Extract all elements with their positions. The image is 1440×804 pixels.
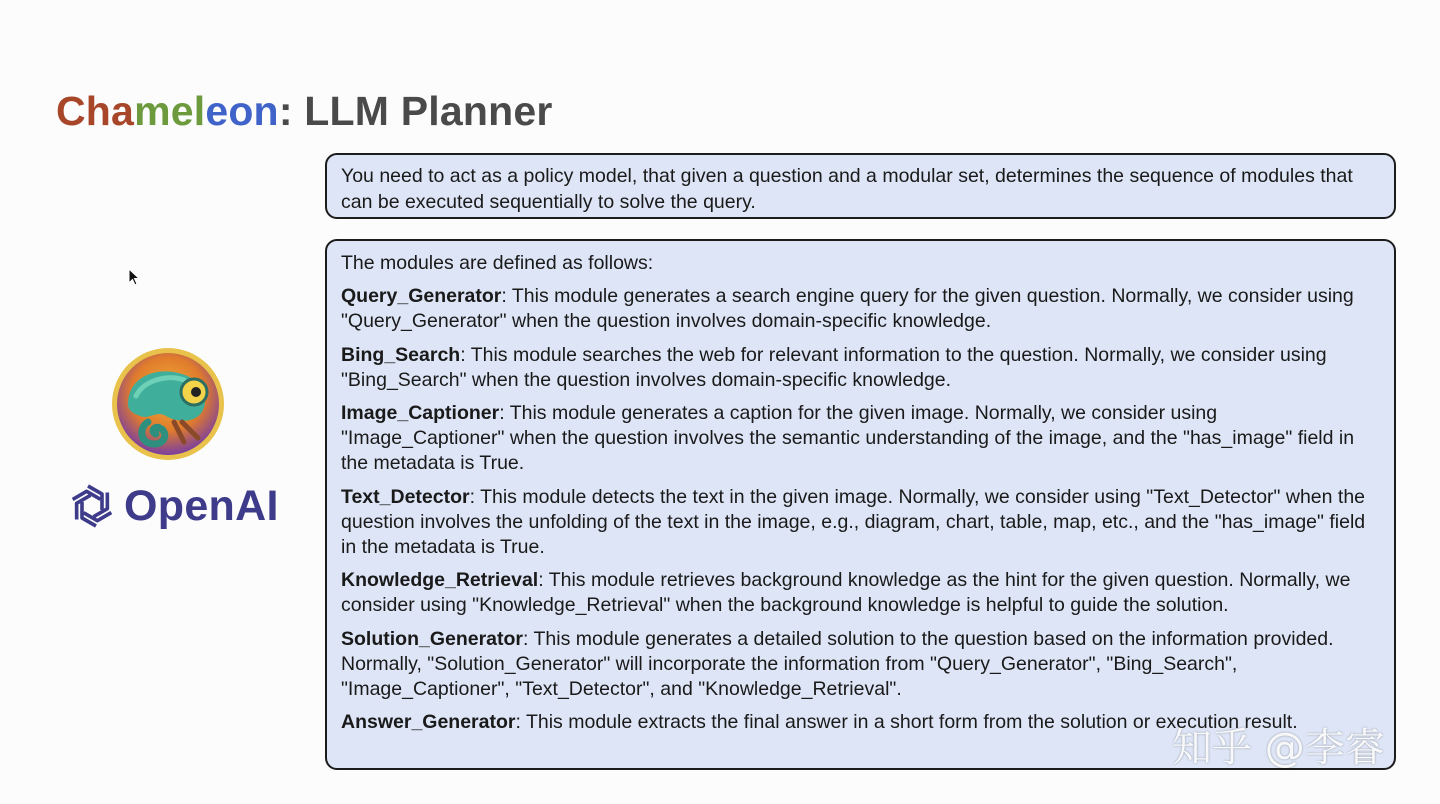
- module-query-generator: [341, 284, 1380, 334]
- title-part-eon: eon: [205, 88, 279, 134]
- zhihu-watermark: 知乎 @李睿: [1172, 725, 1385, 771]
- module-desc: : This module searches the web for relevant information to the question. Normally, we consider using "Bing_Search" when the question involves domain-specific knowledge.: [341, 343, 1327, 391]
- openai-wordmark: OpenAI: [124, 481, 279, 530]
- title-rest: : LLM Planner: [278, 88, 553, 134]
- module-bing-search: [341, 343, 1380, 393]
- modules-intro: The modules are defined as follows:: [341, 252, 654, 274]
- mouse-pointer-icon: [128, 268, 142, 288]
- module-solution-generator: [341, 627, 1380, 703]
- module-knowledge-retrieval: [341, 568, 1380, 618]
- module-name: Answer_Generator: [341, 711, 516, 734]
- slide-title: [56, 88, 552, 135]
- module-name: Query_Generator: [341, 285, 502, 308]
- title-part-mel: mel: [134, 88, 206, 134]
- module-desc: : This module retrieves background knowledge as the hint for the given question. Normally, we consider using "Knowledge_Retrieval" when the background knowledge is helpful to guide the solution.: [341, 569, 1351, 617]
- modules-definition-box: [325, 239, 1396, 770]
- openai-logo: [66, 480, 279, 532]
- module-desc: : This module generates a caption for the given image. Normally, we consider using "Image_Captioner" when the question involves the semantic understanding of the image, and the "has_image" field in the metadata is True.: [341, 402, 1355, 475]
- module-desc: : This module extracts the final answer in a short form from the solution or execution result.: [515, 711, 1298, 734]
- system-prompt-box: [325, 153, 1396, 219]
- module-name: Text_Detector: [341, 485, 470, 508]
- system-prompt-text: You need to act as a policy model, that given a question and a modular set, determines the sequence of modules that can be executed sequentially to solve the query.: [341, 165, 1353, 213]
- title-part-cha: Cha: [56, 88, 135, 134]
- module-desc: : This module detects the text in the given image. Normally, we consider using "Text_Detector" when the question involves the unfolding of the text in the image, e.g., diagram, chart, table, map, etc., and the "has_image" field in the metadata is True.: [341, 485, 1366, 559]
- module-name: Solution_Generator: [341, 627, 524, 650]
- chameleon-logo-icon: [110, 346, 226, 462]
- module-desc: : This module generates a detailed solution to the question based on the information provided. Normally, "Solution_Generator" will incorporate the information from "Query_Generator", "Bing_Search", "Image_Captioner", "Text_Detector", and "Knowledge_Retrieval".: [341, 627, 1334, 701]
- module-text-detector: [341, 485, 1380, 561]
- openai-knot-icon: [66, 480, 118, 532]
- module-name: Image_Captioner: [341, 402, 500, 425]
- module-image-captioner: [341, 401, 1380, 477]
- module-name: Knowledge_Retrieval: [341, 569, 539, 592]
- module-desc: : This module generates a search engine query for the given question. Normally, we consider using "Query_Generator" when the question involves domain-specific knowledge.: [341, 285, 1354, 333]
- module-name: Bing_Search: [341, 343, 461, 366]
